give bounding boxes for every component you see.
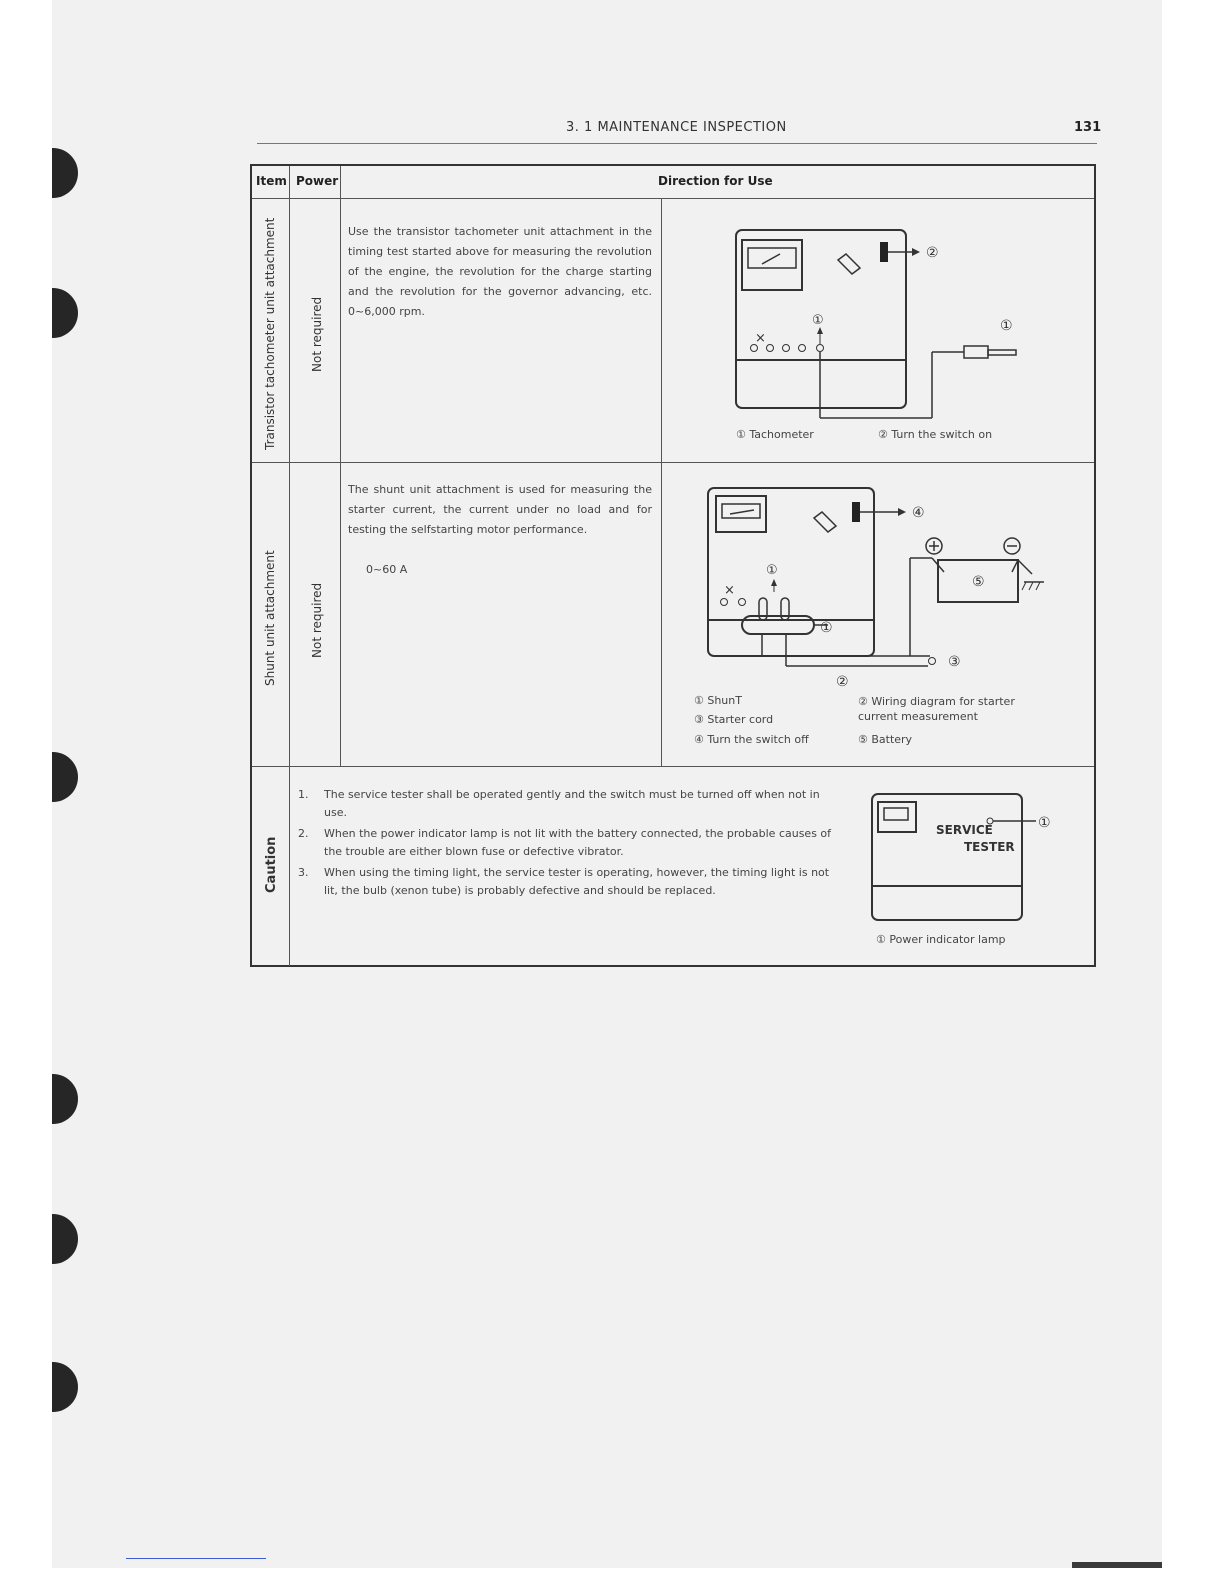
caution-item: 2. When the power indicator lamp is not lit with the battery connected, the probable causes of the trouble are either blown fuse or defective vibrator. [298,827,832,858]
svg-text:②: ② [836,674,849,690]
caption-switch-off: ④ Turn the switch off [694,733,809,746]
header-rule [257,143,1097,144]
svg-text:①: ① [812,313,824,328]
power-not-required: Not required [310,296,324,372]
header-direction: Direction for Use [658,174,773,188]
column-divider [340,166,341,766]
shunt-range: 0~60 A [366,563,408,576]
scan-edge-line [126,1558,266,1559]
row-divider [252,462,1094,463]
header-item: Item [256,174,287,188]
panel-text-service: SERVICE [936,823,993,837]
svg-text:×: × [724,583,735,598]
page-number: 131 [1074,120,1102,135]
caution-item: 3. When using the timing light, the service tester is operating, however, the timing light is not lit, the bulb (xenon tube) is probably defective and should be replaced. [298,866,830,897]
svg-text:×: × [755,331,766,346]
svg-text:④: ④ [912,505,925,521]
header-power: Power [296,174,339,188]
caption-shunt: ① ShunT [694,694,742,707]
item-transistor-tachometer: Transistor tachometer unit attachment [263,217,277,450]
caption-wiring-diagram: ② Wiring diagram for starter current measurement [858,695,1015,723]
section-title: 3. 1 MAINTENANCE INSPECTION [566,120,787,135]
svg-text:②: ② [926,245,939,261]
svg-text:①: ① [820,620,833,636]
scan-edge-mark [1072,1562,1162,1568]
indicator-callout: ① [1038,815,1051,831]
svg-text:③: ③ [948,654,961,670]
caution-list [298,786,846,903]
panel-text-tester: TESTER [964,840,1015,854]
svg-text:①: ① [1000,318,1013,334]
caution-label: Caution [264,836,279,893]
service-tester-diagram [866,790,1066,930]
shunt-diagram [662,464,1092,690]
column-divider [289,166,290,966]
caption-tachometer: ① Tachometer [736,428,814,441]
tachometer-diagram [662,200,1092,462]
tachometer-direction: Use the transistor tachometer unit attachment in the timing test started above for measuring the revolution of the engine, the revolution for the charge starting and the revolution for the governor advancing, etc. 0~6,000 rpm. [348,225,652,318]
caption-power-indicator: ① Power indicator lamp [876,933,1006,946]
caption-battery: ⑤ Battery [858,733,913,746]
row-divider [252,198,1094,199]
row-divider [252,766,1094,767]
caution-item: 1. The service tester shall be operated gently and the switch must be turned off when not in use. [298,788,820,819]
item-shunt-unit: Shunt unit attachment [263,550,277,686]
svg-text:①: ① [766,563,778,578]
svg-text:⑤: ⑤ [972,574,985,590]
power-not-required: Not required [310,582,324,658]
caption-starter-cord: ③ Starter cord [694,713,774,726]
caption-switch-on: ② Turn the switch on [878,428,993,441]
shunt-direction: The shunt unit attachment is used for measuring the starter current, the current under no load and for testing the selfstarting motor performance. [348,483,652,536]
